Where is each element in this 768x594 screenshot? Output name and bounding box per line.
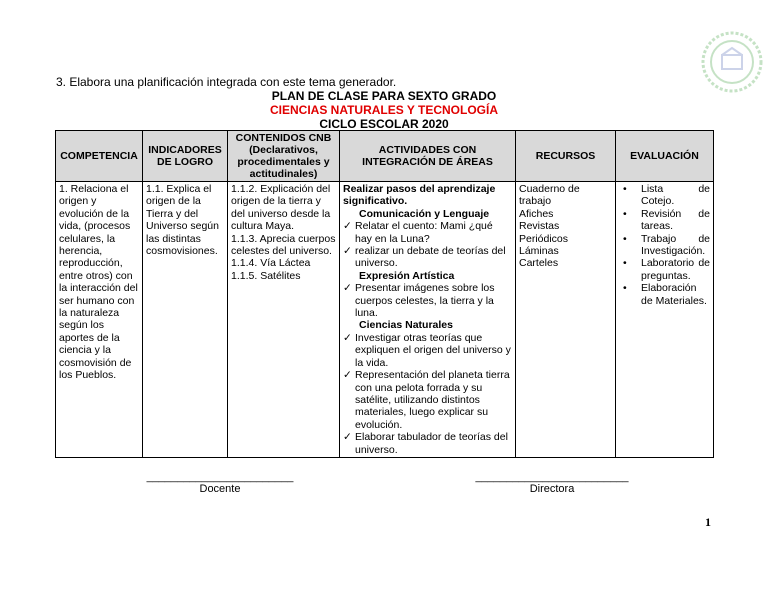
activity-item: ✓ Presentar imágenes sobre los cuerpos celestes, la tierra y la luna. bbox=[343, 282, 495, 320]
header-actividades: ACTIVIDADES CON INTEGRACIÓN DE ÁREAS bbox=[340, 131, 516, 182]
signature-line: _________________________ bbox=[475, 471, 629, 483]
page-number: 1 bbox=[705, 515, 711, 529]
evaluacion-item: • Trabajo de Investigación. bbox=[619, 233, 710, 258]
header-competencia: COMPETENCIA bbox=[56, 131, 143, 182]
bullet-icon: • bbox=[623, 232, 627, 245]
contenido-item: 1.1.3. Aprecia cuerpos celestes del universo. bbox=[231, 232, 336, 258]
school-seal-watermark bbox=[700, 30, 764, 94]
header-contenidos: CONTENIDOS CNB (Declarativos, procedimentales y actitudinales) bbox=[228, 131, 340, 182]
activity-item: ✓ Elaborar tabulador de teorías del universo. bbox=[343, 431, 508, 456]
activity-item: ✓ realizar un debate de teorías del universo. bbox=[343, 245, 506, 270]
school-year-title: CICLO ESCOLAR 2020 bbox=[319, 117, 449, 131]
signature-label: Directora bbox=[529, 483, 575, 495]
cell-actividades bbox=[340, 182, 516, 458]
cell-recursos bbox=[516, 182, 616, 458]
evaluacion-item: • Lista de Cotejo. bbox=[619, 183, 710, 208]
cell-evaluacion bbox=[616, 182, 714, 458]
plan-title: PLAN DE CLASE PARA SEXTO GRADO bbox=[271, 89, 497, 103]
evaluacion-item: • Laboratorio de preguntas. bbox=[619, 257, 710, 282]
checkmark-icon: ✓ bbox=[343, 220, 352, 233]
contenido-item: 1.1.2. Explicación del origen de la tierra y del universo desde la cultura Maya. bbox=[231, 183, 331, 233]
recurso-item: Afiches bbox=[519, 207, 554, 220]
bullet-icon: • bbox=[623, 257, 627, 270]
recurso-item: Carteles bbox=[519, 257, 559, 270]
header-indicadores: INDICADORES DE LOGRO bbox=[143, 131, 228, 182]
subject-title: CIENCIAS NATURALES Y TECNOLOGÍA bbox=[269, 103, 499, 117]
checkmark-icon: ✓ bbox=[343, 369, 352, 382]
activity-item: ✓ Representación del planeta tierra con una pelota forrada y su satélite, utilizando distintos materiales, luego explicar su evolución. bbox=[343, 369, 510, 431]
bullet-icon: • bbox=[623, 282, 627, 295]
section-expresion: Expresión Artística bbox=[359, 269, 455, 282]
intro-text: 3. Elabora una planificación integrada con este tema generador. bbox=[56, 75, 397, 89]
checkmark-icon: ✓ bbox=[343, 282, 352, 295]
bullet-icon: • bbox=[623, 183, 627, 195]
signature-line: ________________________ bbox=[146, 471, 294, 483]
contenido-item: 1.1.4. Vía Láctea bbox=[231, 257, 311, 270]
recurso-item: Periódicos bbox=[519, 232, 569, 245]
table-header-row bbox=[56, 131, 714, 182]
evaluacion-item: • Elaboración de Materiales. bbox=[619, 282, 710, 307]
checkmark-icon: ✓ bbox=[343, 245, 352, 258]
actividades-lead: Realizar pasos del aprendizaje significativo. bbox=[343, 183, 496, 208]
signature-docente bbox=[145, 471, 295, 495]
section-ciencias: Ciencias Naturales bbox=[359, 319, 453, 332]
checkmark-icon: ✓ bbox=[343, 431, 352, 444]
table-row bbox=[56, 182, 714, 458]
bullet-icon: • bbox=[623, 207, 627, 220]
contenido-item: 1.1.5. Satélites bbox=[231, 269, 301, 282]
cell-competencia: 1. Relaciona el origen y evolución de la vida, (procesos celulares, la herencia, reproducción, entre otros) con la interacción del ser humano con la naturaleza según los aportes de la ciencia y la cosmovisión de los Pueblos. bbox=[56, 182, 143, 458]
section-comunicacion: Comunicación y Lenguaje bbox=[359, 207, 490, 220]
recurso-item: Cuaderno de trabajo bbox=[519, 183, 580, 208]
lesson-plan-table bbox=[55, 130, 714, 458]
cell-indicadores: 1.1. Explica el origen de la Tierra y del Universo según las distintas cosmovisiones. bbox=[143, 182, 228, 458]
signature-label: Docente bbox=[199, 483, 241, 495]
header-evaluacion: EVALUACIÓN bbox=[616, 131, 714, 182]
signature-directora bbox=[473, 471, 631, 495]
recurso-item: Revistas bbox=[519, 220, 560, 233]
recurso-item: Láminas bbox=[519, 245, 559, 258]
checkmark-icon: ✓ bbox=[343, 331, 352, 344]
activity-item: ✓ Relatar el cuento: Mami ¿qué hay en la Luna? bbox=[343, 220, 493, 245]
header-recursos: RECURSOS bbox=[516, 131, 616, 182]
activity-item: ✓ Investigar otras teorías que expliquen el origen del universo y la vida. bbox=[343, 331, 511, 369]
cell-contenidos bbox=[228, 182, 340, 458]
evaluacion-item: • Revisión de tareas. bbox=[619, 208, 710, 233]
